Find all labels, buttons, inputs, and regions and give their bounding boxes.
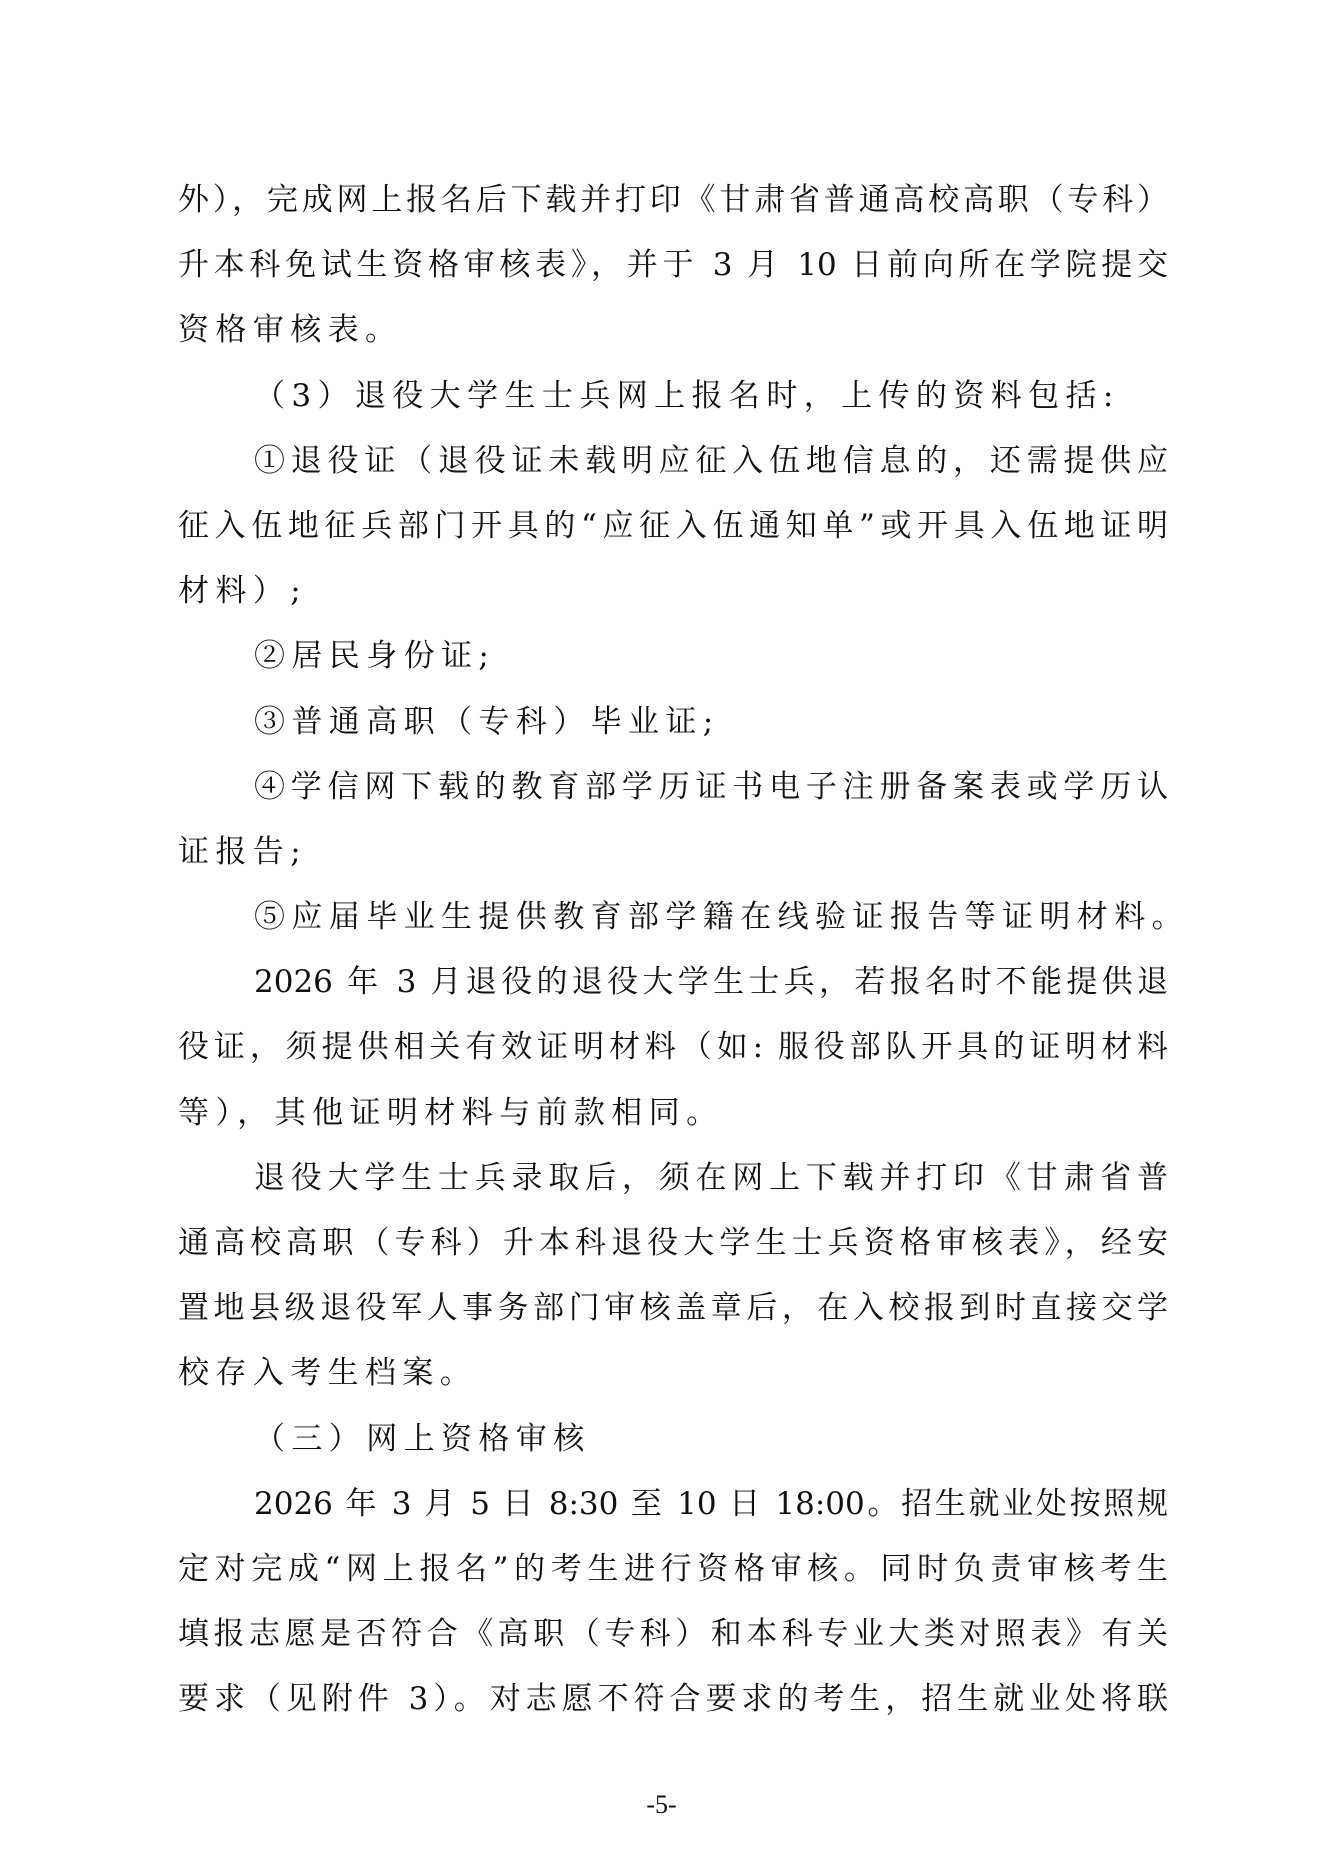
text-line: 定对完成“网上报名”的考生进行资格审核。同时负责审核考生 bbox=[178, 1550, 1168, 1587]
text-line: 证报告; bbox=[178, 833, 308, 870]
text-line: 征入伍地征兵部门开具的“应征入伍通知单”或开具入伍地证明 bbox=[178, 507, 1168, 544]
list-item: ②居民身份证; bbox=[254, 638, 496, 675]
text-line: 校存入考生档案。 bbox=[178, 1355, 478, 1392]
list-item: ③普通高职（专科）毕业证; bbox=[254, 703, 720, 740]
list-item: ④学信网下载的教育部学历证书电子注册备案表或学历认 bbox=[254, 768, 1168, 805]
text-line: 升本科免试生资格审核表》，并于 3 月 10 日前向所在学院提交 bbox=[178, 247, 1168, 284]
paragraph-line: 2026 年 3 月 5 日 8:30 至 10 日 18:00。招生就业处按照规 bbox=[254, 1485, 1168, 1522]
list-item: ⑤应届毕业生提供教育部学籍在线验证报告等证明材料。 bbox=[254, 899, 1189, 936]
paragraph-line: 2026 年 3 月退役的退役大学生士兵，若报名时不能提供退 bbox=[254, 964, 1168, 1001]
text-line: 外），完成网上报名后下载并打印《甘肃省普通高校高职（专科） bbox=[178, 182, 1168, 218]
list-item: ①退役证（退役证未载明应征入伍地信息的，还需提供应 bbox=[254, 442, 1168, 479]
page-number: -5- bbox=[646, 1790, 677, 1819]
text-line: 资格审核表。 bbox=[178, 312, 403, 349]
section-heading: （3）退役大学生士兵网上报名时，上传的资料包括: bbox=[254, 377, 1120, 414]
text-line: 等），其他证明材料与前款相同。 bbox=[178, 1094, 724, 1131]
text-line: 填报志愿是否符合《高职（专科）和本科专业大类对照表》有关 bbox=[178, 1616, 1168, 1653]
body-text bbox=[178, 168, 1189, 1733]
text-line: 置地县级退役军人事务部门审核盖章后，在入校报到时直接交学 bbox=[178, 1290, 1168, 1327]
text-line: 通高校高职（专科）升本科退役大学生士兵资格审核表》，经安 bbox=[178, 1225, 1168, 1261]
text-line: 要求（见附件 3）。对志愿不符合要求的考生，招生就业处将联 bbox=[178, 1681, 1168, 1718]
text-line: 材料）; bbox=[178, 573, 308, 610]
text-line: 役证，须提供相关有效证明材料（如: 服役部队开具的证明材料 bbox=[178, 1029, 1168, 1066]
section-heading: （三）网上资格审核 bbox=[254, 1420, 591, 1457]
paragraph-line: 退役大学生士兵录取后，须在网上下载并打印《甘肃省普 bbox=[254, 1159, 1168, 1196]
